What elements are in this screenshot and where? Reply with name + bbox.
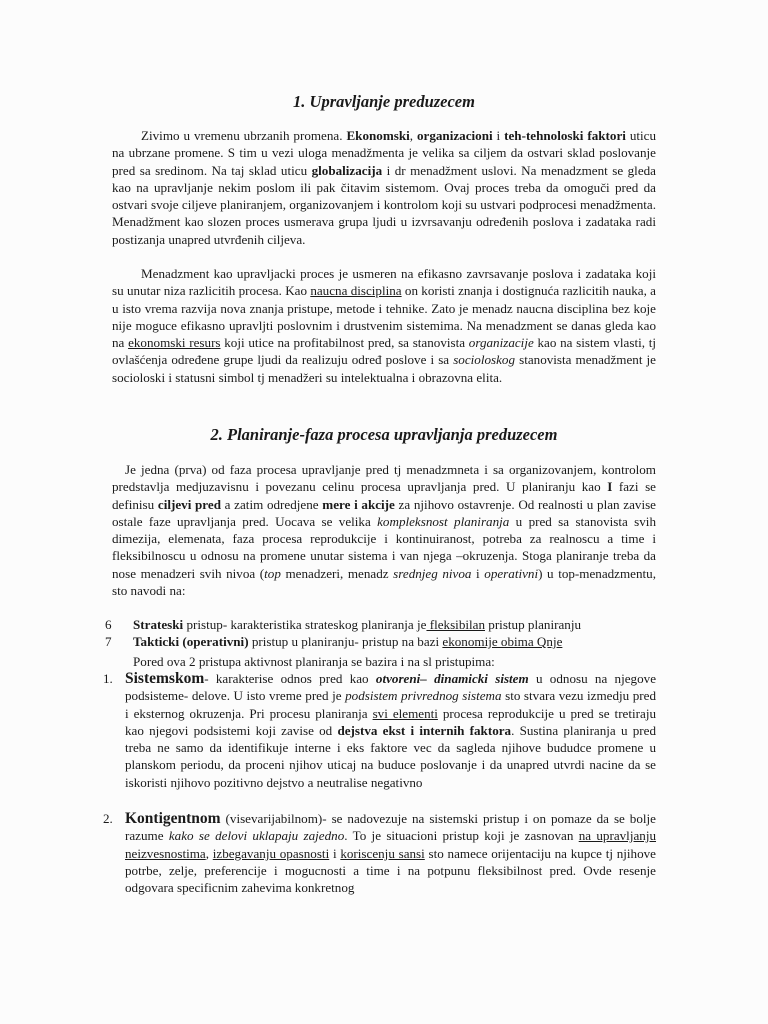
italic-term: socioloskog [453, 352, 516, 368]
bold-term: organizacioni [416, 128, 493, 143]
underlined-term: svi elementi [372, 705, 438, 721]
text: i [492, 128, 505, 143]
italic-term: podsistem privrednog sistema [345, 688, 502, 704]
text: on koristi znanja i dostignuća razlicitih nauka, a u isto vrema razvija nova znanja pristupe, metode i tehnike. Zato je menadz naucna disciplina bez koje nije moguce efikasno upravljti poslovnim i drustvenim sistemima. Na menadzment se danas gleda kao na [112, 283, 656, 351]
section-1-title: 1. Upravljanje preduzecem [293, 92, 475, 111]
underlined-term: ekonomije obima Qnje [442, 634, 563, 649]
section-2-paragraph-1 [112, 461, 656, 599]
italic-term: top [264, 565, 281, 581]
text: (visevarijabilnom)- se nadovezuje na sistemski pristup i on pomaze da se bolje razume [125, 811, 656, 844]
text: - karakterise odnos pred kao [204, 671, 376, 686]
bold-italic-term: otvoreni– dinamicki sistem [375, 671, 529, 686]
italic-term: kompleksnost planiranja [377, 513, 510, 529]
bold-term: mere i akcije [322, 496, 395, 512]
italic-term: kako se delovi uklapaju zajedno [168, 828, 345, 844]
text: pristup u planiranju- pristup na bazi [248, 634, 443, 649]
text: , [409, 128, 417, 143]
underlined-term: ekonomski resurs [128, 335, 221, 351]
approach-item-takticki [105, 633, 656, 650]
list-item-kontigentni [103, 810, 656, 896]
section-1-paragraph-2 [112, 265, 656, 386]
text: . Sustina planiranja u pred treba ne samo da identifikuje interne i eks faktore vec da sagleda njihove bududce promene u planskom periodu, da proceni njihov uticaj na buduce poslovanje i da unapred utvrdi nacine da se iskoristi njihovo pozitivno dejstvo a neutralise negativno [125, 722, 656, 790]
text: . To je situacioni pristup koji je zasnovan [344, 828, 579, 844]
text: i [329, 845, 341, 861]
text: Menadzment kao upravljacki proces je usmeren na efikasno zavrsavanje poslova i zadataka koji su unutar niza razlicitih procesa. Kao [112, 266, 656, 299]
bold-term: I [607, 479, 613, 495]
text: menadzeri, menadz [280, 565, 394, 581]
text: Zivimo u vremenu ubrzanih promena. [141, 128, 347, 143]
underlined-term: fleksibilan [426, 617, 485, 632]
underlined-term: izbegavanju opasnosti [212, 845, 330, 861]
list-number: 1. [103, 671, 113, 686]
underlined-term: koriscenju sansi [340, 845, 425, 861]
text: a zatim odredjene [220, 496, 323, 512]
bold-term: Strateski [133, 617, 184, 632]
underlined-term: na upravljanju neizvesnostima [125, 828, 657, 861]
bold-term: Sistemskom [125, 670, 205, 687]
text: Je jedna (prva) od faza procesa upravljanje pred tj menadzmneta i sa organizovanjem, kontrolom predstavlja medjuzavisnu i povezanu celinu procesa upravljanja pred. U planiranju kao [112, 462, 656, 495]
bold-term: teh-tehnoloski faktori [504, 128, 626, 143]
bold-term: ciljevi pred [157, 496, 221, 512]
bold-term: Takticki (operativni) [133, 634, 249, 649]
section-1-paragraph-1 [112, 127, 656, 248]
text: sto stvara vezu izmedju pred i eksternog okruzenja. Pri procesu planiranja [125, 688, 656, 721]
italic-term: srednjeg nivoa [393, 565, 472, 581]
list-item-sistemski [103, 670, 656, 791]
bold-term: Kontigentnom [125, 810, 221, 827]
text: pristup- karakteristika strateskog planiranja je [183, 617, 427, 632]
text: sto namece orijentaciju na kupce tj njihove potrbe, zelje, preferencije i mogucnosti a time i na potpunu fleksibilnost pred. Ovde resenje odgovara specificnim zahevima konkretnog [125, 845, 656, 896]
bold-term: globalizacija [311, 162, 383, 178]
section-2-title: 2. Planiranje-faza procesa upravljanja preduzecem [210, 425, 558, 444]
list-number: 6 [105, 617, 112, 632]
approaches-intro-line: Pored ova 2 pristupa aktivnost planiranja se bazira i na sl pristupima: [133, 654, 495, 669]
text: ) u top-menadzmentu, sto navodi na: [112, 565, 656, 599]
bold-term: Ekonomski [346, 128, 410, 143]
text: kao na sistem vlasti, tj ovlašćenja određene grupe ljudi da realizuju određ poslove i sa [112, 335, 656, 368]
text: stanovista menadžment je socioloski i statusni simbol tj menadžeri su intelektualna i obrazovna elita. [112, 352, 656, 385]
text: procesa reprodukcije u pred se tretiraju kao njegovi podsistemi koji zavise od [125, 705, 656, 738]
text: fazi se definisu [112, 479, 656, 512]
text: uticu na ubrzane promene. S tim u vezi uloga menadžmenta je velika sa ciljem da ostvari sklad poslovanje pred sa sredinom. Na taj sklad uticu [112, 128, 657, 178]
italic-term: operativni [484, 565, 539, 581]
text: pristup planiranju [485, 617, 582, 632]
text: i dr menadžment uslovi. Na menadzment se gleda kao na upravljanje nekim poslom ili pak čitavim sistemom. Ovaj proces treba da omoguči pred da ostvari svoje ciljeve planiranjem, organizovanjem i kontrolom koji su ustvari podprocesi menadžmenta. Menadžment kao slozen proces usmerava grupa ljudi u izvrsavanju određenih poslova i zadataka radi postizanja unapred utvrđenih ciljeva. [112, 162, 656, 247]
list-number: 7 [105, 634, 112, 649]
list-number: 2. [103, 811, 113, 826]
italic-term: organizacije [468, 335, 534, 351]
underlined-term: naucna disciplina [310, 283, 402, 299]
text: u pred sa stanovista svih dimezija, elemenata, faza procesa reprodukcije i kontinuiranost, potreba za realnoscu a time i fleksibilnoscu u odnosu na promene unutar sistema i van njega –okruzenja. Stoga planiranje treba da nose menadzeri svih nivoa ( [112, 513, 656, 581]
approach-item-strateski [105, 616, 656, 633]
text: za njihovo ostavrenje. Od realnosti u plan zavise ostale faze upravljanja pred. Uocava se velika [112, 496, 656, 529]
text: i [471, 565, 485, 581]
text: koji utice na profitabilnost pred, sa stanovista [220, 335, 469, 351]
bold-term: dejstva ekst i internih faktora [337, 722, 512, 738]
text: u odnosu na njegove podsisteme- delove. U isto vreme pred je [125, 671, 656, 704]
text: , [205, 845, 213, 861]
